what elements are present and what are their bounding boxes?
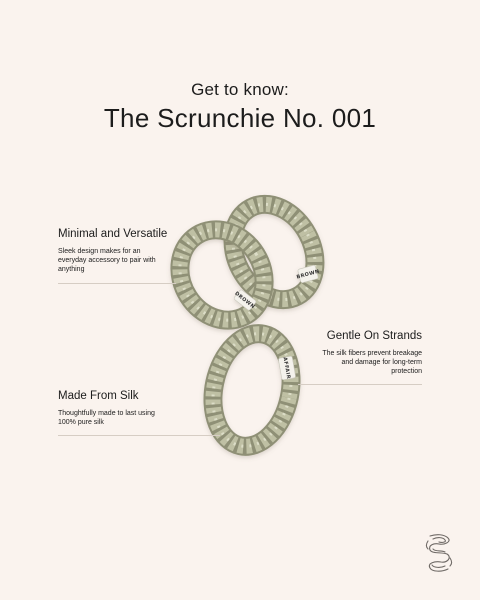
page-title: The Scrunchie No. 001 (103, 103, 377, 133)
divider-line (298, 384, 422, 385)
wavy-knot-logo-icon (422, 532, 456, 574)
feature-text: The silk fibers prevent breakage and damage for long-term protection (322, 350, 422, 375)
tag-label-affair: AFFAIR (281, 356, 292, 380)
scrunchie-left (163, 214, 281, 336)
divider-line (58, 435, 220, 436)
feature-gentle-strands (312, 330, 422, 376)
feature-title: Minimal and Versatile (58, 228, 168, 240)
divider-line (58, 283, 176, 284)
feature-text: Thoughtfully made to last using 100% pure silk (58, 410, 155, 426)
tag-label-brown: BROWN (295, 268, 321, 281)
feature-text: Sleek design makes for an everyday accessory to pair with anything (58, 248, 156, 273)
feature-title: Gentle On Strands (326, 330, 422, 342)
feature-made-from-silk (58, 390, 168, 427)
page-eyebrow: Get to know: (191, 80, 289, 99)
tag-label-drown: DROWN (233, 290, 256, 311)
feature-title: Made From Silk (58, 390, 139, 402)
feature-minimal-versatile (58, 228, 168, 274)
